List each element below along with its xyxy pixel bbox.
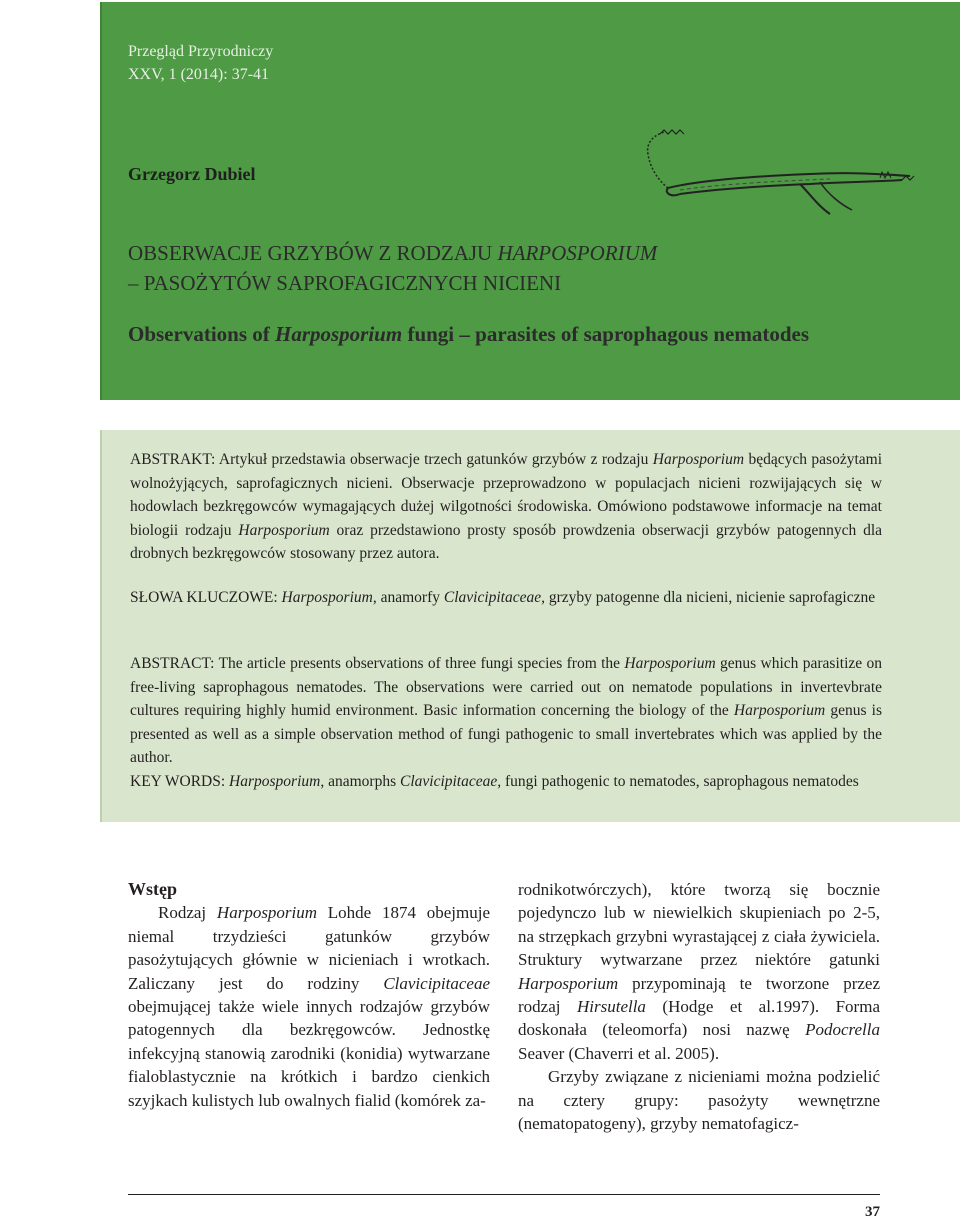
title-en-genus: Harposporium [275, 322, 403, 346]
abstract-box [100, 430, 960, 822]
body-genus: Harposporium [518, 973, 619, 993]
abstrakt-genus: Harposporium [652, 451, 745, 468]
journal-citation [128, 40, 273, 86]
abstract-text: The article presents observations of three fungi species from the [214, 655, 625, 672]
keywords-text: fungi pathogenic to nematodes, saprophagous nematodes [501, 773, 859, 790]
slowa-text: , anamorfy [372, 589, 444, 606]
abstract-label: ABSTRACT: [130, 655, 215, 672]
title-pl-genus: HARPOSPORIUM [497, 241, 658, 265]
footer-rule [128, 1194, 880, 1195]
key-words-paragraph [130, 770, 882, 794]
slowa-family: Clavicipitaceae, [443, 589, 546, 606]
abstrakt-genus: Harposporium [238, 521, 330, 539]
abstrakt-paragraph [130, 448, 882, 566]
abstract-genus: Harposporium [624, 655, 716, 672]
abstrakt-label: ABSTRAKT: [130, 451, 216, 468]
page-number: 37 [865, 1204, 880, 1220]
body-text: Rodzaj [158, 903, 217, 923]
slowa-label: SŁOWA KLUCZOWE: [130, 589, 278, 606]
title-en-suffix: fungi – parasites of saprophagous nematodes [402, 322, 810, 346]
article-title-english [128, 318, 888, 351]
abstract-text: genus which parasitize on free-living saprophagous nematodes. The observations were carried out on nematode populations in invertevbrate cultures requiring highly humid environment. Basic information concerning the biology of the [130, 655, 882, 720]
abstract-genus: Harposporium [733, 702, 826, 720]
body-text: Seaver (Chaverri et al. 2005). [518, 1043, 720, 1063]
body-text: (Hodge et al.1997). Forma doskonała (teleomorfa) nosi nazwę [518, 997, 880, 1040]
body-family: Clavicipitaceae [383, 973, 490, 993]
keywords-family: Clavicipitaceae, [399, 773, 502, 790]
body-text: Lohde 1874 obejmuje niemal trzydzieści gatunków grzybów pasożytujących głównie w nicieniach i wrotkach. Zaliczany jest do rodziny [128, 903, 490, 993]
slowa-genus: Harposporium [281, 589, 373, 606]
body-paragraph-continued [518, 878, 880, 1065]
section-heading: Wstęp [128, 879, 177, 899]
title-pl-prefix: OBSERWACJE GRZYBÓW Z RODZAJU [128, 241, 498, 265]
journal-name: Przegląd Przyrodniczy [128, 43, 274, 60]
title-pl-line2: – PASOŻYTÓW SAPROFAGICZNYCH NICIENI [128, 271, 562, 295]
body-text: przypominają te tworzone przez rodzaj [518, 973, 880, 1017]
body-column-right [518, 878, 880, 1135]
body-text: rodnikotwórczych), które tworzą się bocznie pojedynczo lub w niewielkich skupieniach po 2-5, na strzępkach grzybni wyrastającej z ciała żywiciela. Struktury wytwarzane przez niektóre gatunki [518, 880, 880, 970]
abstract-text: genus is presented as well as a simple observation method of fungi pathogenic to small invertebrates which was applied by the author. [130, 702, 882, 767]
article-title-polish [128, 238, 888, 298]
abstrakt-text: będących pasożytami wolnożyjących, saprofagicznych nicieni. Obserwacje przeprowadzono w populacjach nicieni rozwijających się w hodowlach bezkręgowców wymagających dużej wilgotności środowiska. Omówiono podstawowe informacje na temat biologii rodzaju [130, 451, 883, 539]
body-paragraph: Grzyby związane z nicieniami można podzielić na cztery grupy: pasożyty wewnętrzne (nematopatogeny), grzyby nematofagicz- [518, 1067, 880, 1134]
abstrakt-text: Artykuł przedstawia obserwacje trzech gatunków grzybów z rodzaju [215, 451, 653, 468]
body-column-left [128, 878, 490, 1112]
body-paragraph [128, 901, 490, 1112]
author-name: Grzegorz Dubiel [128, 164, 256, 184]
slowa-text: grzyby patogenne dla nicieni, nicienie saprofagiczne [545, 589, 876, 606]
abstract-paragraph [130, 652, 882, 770]
keywords-text: , anamorphs [320, 773, 400, 790]
body-genus: Podocrella [805, 1020, 880, 1040]
body-text: obejmującej także wiele innych rodzajów grzybów patogennych dla bezkręgowców. Jednostkę infekcyjną stanowią zarodniki (konidia) wytwarzane fialoblastycznie na krótkich i bardzo cienkich szyjkach kulistych lub owalnych fialid (komórek za- [128, 997, 490, 1110]
keywords-label: KEY WORDS: [130, 773, 226, 790]
nematode-illustration [640, 124, 920, 224]
title-en-prefix: Observations of [128, 322, 275, 346]
body-genus: Harposporium [216, 903, 318, 923]
journal-issue: XXV, 1 (2014): 37-41 [128, 66, 270, 83]
body-genus: Hirsutella [576, 997, 646, 1017]
abstrakt-text: oraz przedstawiono prosty sposób prowdzenia obserwacji grzybów patogennych dla drobnych bezkręgowców stosowany przez autora. [130, 521, 883, 563]
keywords-genus: Harposporium [229, 773, 321, 790]
slowa-kluczowe-paragraph [130, 586, 882, 610]
